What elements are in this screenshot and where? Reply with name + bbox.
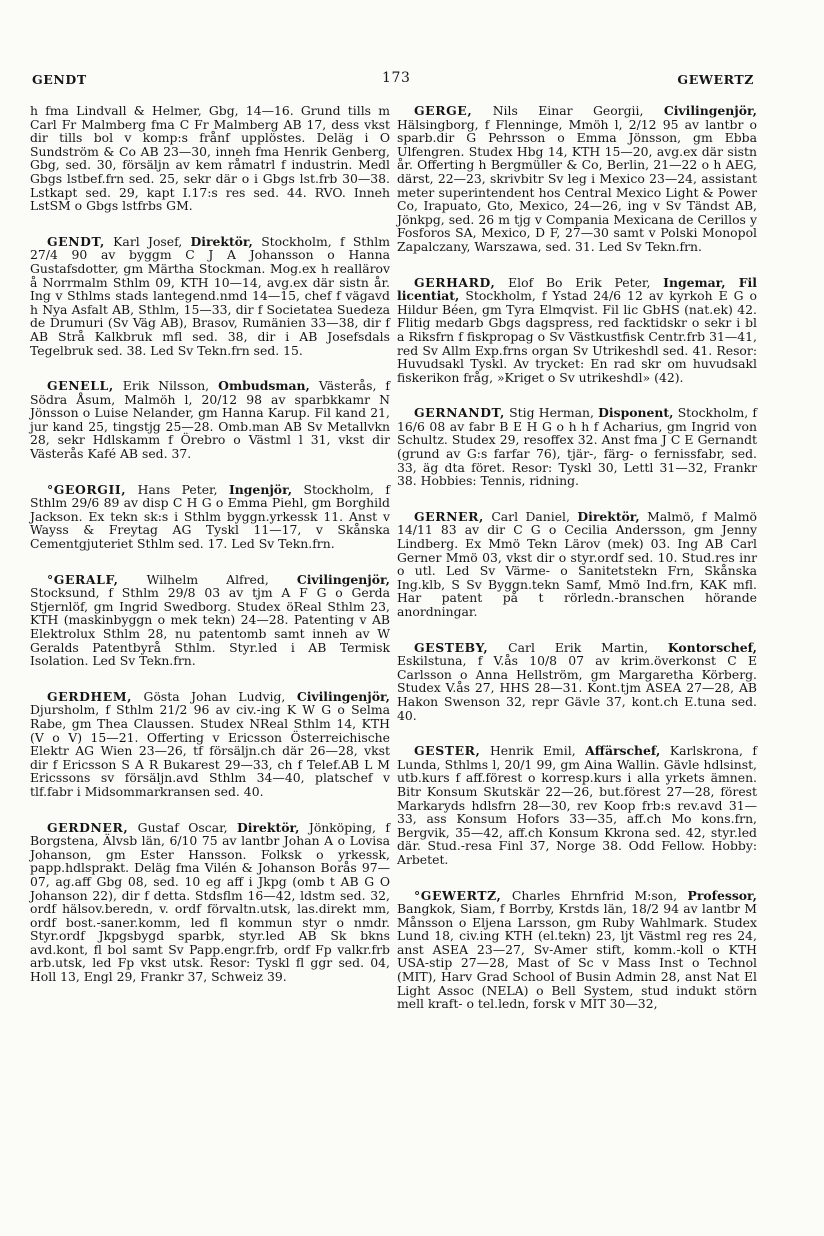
biography-entry	[397, 889, 757, 1011]
entry-given-names: Hans Peter,	[137, 481, 218, 497]
entry-given-names: Charles Ehrnfrid M:son,	[511, 887, 678, 903]
biography-entry	[30, 379, 390, 461]
entry-body: Djursholm, f Sthlm 21/2 96 av civ.-ing K W G o Selma Rabe, gm Thea Claussen. Studex NReal Sthlm 14, KTH (V o V) 15—21. Offerting v Ericsson Österreichische Elektr AG Wien 23—26, tf försäljn.ch där 26—28, vkst dir f Ericsson S A R Bukarest 29—33, ch f Telef.AB L M Ericssons sv försäljn.avd Sthlm 34—40, platschef v tlf.fabr i Midsommarkransen sed. 40.	[30, 702, 390, 799]
entry-given-names: Carl Erik Martin,	[508, 639, 649, 655]
entry-surname: GERHARD,	[414, 274, 496, 290]
entry-given-names: Carl Daniel,	[491, 508, 570, 524]
entry-body: Stockholm, f Sthlm 27/4 90 av byggm C J A Johansson o Hanna Gustafsdotter, gm Märtha Stockman. Mog.ex h reallärov å Norrmalm Sthlm 09, KTH 10—14, avg.ex där sistn år. Ing v Sthlms stads lantegend.nmd 14—15, chef f vägavd h Nya Asfalt AB, Sthlm, 15—33, dir f Societatea Suedeza de Drumuri (Sv Väg AB), Brasov, Rumänien 33—38, dir f AB Strå Kalkbruk mfl sed. 38, dir i AB Josefsdals Tegelbruk sed. 38. Led Sv Tekn.frn sed. 15.	[30, 233, 390, 358]
entry-title: Civilingenjör,	[296, 688, 390, 704]
entry-given-names: Nils Einar Georgii,	[492, 103, 644, 118]
entry-body: Stockholm, f Ystad 24/6 12 av kyrkoh E G o Hildur Béen, gm Tyra Elmqvist. Fil lic GbHS (nat.ek) 42. Flitig medarb Gbgs dagspress, red facktidskr o sekr i bl a Riksfrn f fiskpropag o Sv Västkustfisk Centr.frb 31—41, red Sv Allm Exp.frns organ Sv Utrikeshdl sed. 41. Resor: Huvudsakl Tyskl. Av trycket: En rad skr om huvudsakl fiskerikon fråg, »Kriget o Sv utrikeshdl» (42).	[397, 288, 757, 385]
biography-entry	[30, 483, 390, 551]
entry-given-names: Gustaf Oscar,	[137, 819, 228, 835]
entry-surname: GERDHEM,	[47, 688, 133, 704]
right-column	[397, 104, 757, 1033]
entry-body: Hälsingborg, f Flenninge, Mmöh l, 2/12 95 av lantbr o sparb.dir G Pehrsson o Emma Jönsson, gm Ebba Ulfengren. Studex Hbg 14, KTH 15—20, avg.ex där sistn år. Offerting h Bergmüller & Co, Berlin, 21—22 o h AEG, därst, 22—23, skrivbitr Sv leg i Mexico 23—24, assistant meter superintendent hos Central Mexico Light & Power Co, Irapuato, Gto, Mexico, 24—26, ing v Sv Tändst AB, Jönkpg, sed. 26 m tjg v Compania Mexicana de Cerillos y Fosforos SA, Mexico, D F, 27—30 samt v Polski Monopol Zapalczany, Warszawa, sed. 31. Led Sv Tekn.frn.	[397, 116, 757, 254]
entry-surname: °GEWERTZ,	[414, 887, 502, 903]
biography-entry	[397, 744, 757, 866]
entry-title: Civilingenjör,	[663, 103, 757, 118]
entry-given-names: Wilhelm Alfred,	[146, 571, 269, 587]
left-column	[30, 104, 390, 1006]
entry-surname: GENELL,	[47, 378, 114, 394]
entry-title: Ingemar, Fil licentiat,	[397, 274, 757, 304]
entry-given-names: Erik Nilsson,	[122, 378, 210, 394]
entry-body: Bangkok, Siam, f Borrby, Krstds län, 18/2 94 av lantbr M Månsson o Eljena Larsson, gm Ruby Wahlmark. Studex Lund 18, civ.ing KTH (el.tekn) 23, ljt Västml reg res 24, anst ASEA 23—27, Sv-Amer stift, komm.-koll o KTH USA-stip 27—28, Mast of Sc v Mass Inst o Technol (MIT), Harv Grad School of Busin Admin 28, anst Nat El Light Assoc (NELA) o Bell System, stud indukt störn mell kraft- o tel.ledn, forsk v MIT 30—32,	[397, 901, 757, 1012]
entry-given-names: Karl Josef,	[113, 233, 183, 249]
entry-body: Stockholm, f Sthlm 29/6 89 av disp C H G o Emma Piehl, gm Borghild Jackson. Ex tekn sk:s i Sthlm byggn.yrkessk 11. Anst v Wayss & Freytag AG Tyskl 11—17, v Skånska Cementgjuteriet Sthlm sed. 17. Led Sv Tekn.frn.	[30, 481, 390, 552]
entry-title: Kontorschef,	[667, 639, 757, 655]
entry-title: Ingenjör,	[228, 481, 293, 497]
entry-surname: GESTER,	[414, 743, 481, 759]
entry-surname: GERGE,	[414, 103, 473, 118]
biography-entry	[397, 104, 757, 254]
biography-entry	[397, 510, 757, 619]
entry-title: Direktör,	[577, 508, 640, 524]
entry-body: Stockholm, f 16/6 08 av fabr B E H G o h h f Acharius, gm Ingrid von Schultz. Studex 29, resoffex 32. Anst fma J C E Gernandt (grund av G:s farfar 76), tjär-, färg- o fernissfabr, sed. 33, äg dta föret. Resor: Tyskl 30, Lettl 31—32, Frankr 38. Hobbies: Tennis, ridning.	[397, 405, 757, 489]
entry-given-names: Gösta Johan Ludvig,	[143, 688, 286, 704]
entry-body: Jönköping, f Borgstena, Älvsb län, 6/10 75 av lantbr Johan A o Lovisa Johanson, gm Ester Hansson. Folksk o yrkessk, papp.hdlsprakt. Deläg fma Vilén & Johanson Borås 97—07, ag.aff Gbg 08, sed. 10 eg aff i Jkpg (omb t AB G O Johanson 22), dir f detta. Stdsflm 16—42, ldstm sed. 32, ordf hälsov.beredn, v. ordf förvaltn.utsk, las.direkt mm, ordf bost.-saner.komm, led fl kommun styr o nmdr. Styr.ordf Jkpgsbygd sparbk, styr.led AB Sk bkns avd.kont, fl bol samt Sv Papp.engr.frb, ordf Fp valkr.frb arb.utsk, led Fp vkst utsk. Resor: Tyskl fl ggr sed. 04, Holl 13, Engl 29, Frankr 37, Schweiz 39.	[30, 819, 390, 985]
biography-entry	[30, 573, 390, 668]
entry-title: Ombudsman,	[218, 378, 310, 394]
entry-surname: GERNANDT,	[414, 405, 505, 421]
entry-title: Direktör,	[237, 819, 300, 835]
entry-title: Affärschef,	[585, 743, 661, 759]
entry-given-names: Henrik Emil,	[489, 743, 576, 759]
entry-surname: °GEORGII,	[47, 481, 127, 497]
entry-surname: GERDNER,	[47, 819, 129, 835]
running-head-left: GENDT	[32, 72, 87, 87]
entry-surname: GENDT,	[47, 233, 105, 249]
entry-title: Disponent,	[598, 405, 674, 421]
entry-body: Karlskrona, f Lunda, Sthlms l, 20/1 99, gm Aina Wallin. Gävle hdlsinst, utb.kurs f aff.förest o korresp.kurs i alla yrkets ämnen. Bitr Konsum Skutskär 22—26, but.förest 27—28, förest Markaryds hdlsfrn 28—30, rev Koop frb:s rev.avd 31—33, ass Konsum Hofors 33—35, aff.ch Mo kons.frn, Bergvik, 35—42, aff.ch Konsum Kkrona sed. 42, styr.led där. Stud.-resa Finl 37, Norge 38. Odd Fellow. Hobby: Arbetet.	[397, 743, 757, 867]
entry-surname: °GERALF,	[47, 571, 119, 587]
biography-entry	[397, 641, 757, 723]
biography-entry	[397, 276, 757, 385]
entry-surname: GERNER,	[414, 508, 484, 524]
biography-entry	[30, 821, 390, 984]
running-head-right: GEWERTZ	[677, 72, 754, 87]
entry-body: Malmö, f Malmö 14/11 83 av dir C G o Cecilia Andersson, gm Jenny Lindberg. Ex Mmö Tekn Lärov (mek) 03. Ing AB Carl Gerner Mmö 03, vkst dir o styr.ordf sed. 10. Stud.res inr o utl. Led Sv Värme- o Sanitetstekn Frn, Skånska Ing.klb, S Sv Byggn.tekn Samf, Mmö Ind.frn, KAK mfl. Har patent på t rörledn.-branschen hörande anordningar.	[397, 508, 757, 619]
entry-body: h fma Lindvall & Helmer, Gbg, 14—16. Grund tills m Carl Fr Malmberg fma C Fr Malmberg AB 17, dess vkst dir tills bol v komp:s frånf upplöstes. Deläg i O Sundström & Co AB 23—30, inneh fma Henrik Genberg, Gbg, sed. 30, försäljn av kem råmatrl f industrin. Medl Gbgs lstbef.frn sed. 25, sekr där o i Gbgs lst.frb 30—38. Lstkapt sed. 29, kapt I.17:s res sed. 44. RVO. Inneh LstSM o Gbgs lstfrbs GM.	[30, 103, 390, 214]
entry-body: Stocksund, f Sthlm 29/8 03 av tjm A F G o Gerda Stjernlöf, gm Ingrid Swedborg. Studex öReal Sthlm 23, KTH (maskinbyggn o mek tekn) 24—28. Patenting v AB Elektrolux Sthlm 28, nu patentomb samt inneh av W Geralds Patentbyrå Sthlm. Styr.led i AB Termisk Isolation. Led Sv Tekn.frn.	[30, 585, 390, 669]
biography-entry	[397, 406, 757, 488]
entry-body: Eskilstuna, f V.ås 10/8 07 av krim.överkonst C E Carlsson o Anna Hellström, gm Margaretha Körberg. Studex V.ås 27, HHS 28—31. Kont.tjm ASEA 27—28, AB Hakon Swenson 32, repr Gävle 37, kont.ch E.tuna sed. 40.	[397, 653, 757, 723]
biography-entry	[30, 104, 390, 213]
page-number: 173	[382, 70, 411, 86]
biography-entry	[30, 690, 390, 799]
entry-title: Direktör,	[190, 233, 253, 249]
entry-title: Professor,	[687, 887, 757, 903]
biography-entry	[30, 235, 390, 357]
entry-title: Civilingenjör,	[296, 571, 390, 587]
entry-body: Västerås, f Södra Åsum, Malmöh l, 20/12 98 av sparbkkamr N Jönsson o Luise Nelander, gm Hanna Karup. Fil kand 21, jur kand 25, tingstjg 25—28. Omb.man AB Sv Metallvkn 28, sekr Hdlskamm f Örebro o Västml l 31, vkst dir Västerås Kafé AB sed. 37.	[30, 378, 390, 462]
entry-surname: GESTEBY,	[414, 639, 489, 655]
entry-given-names: Elof Bo Erik Peter,	[508, 274, 651, 290]
entry-given-names: Stig Herman,	[509, 405, 594, 421]
